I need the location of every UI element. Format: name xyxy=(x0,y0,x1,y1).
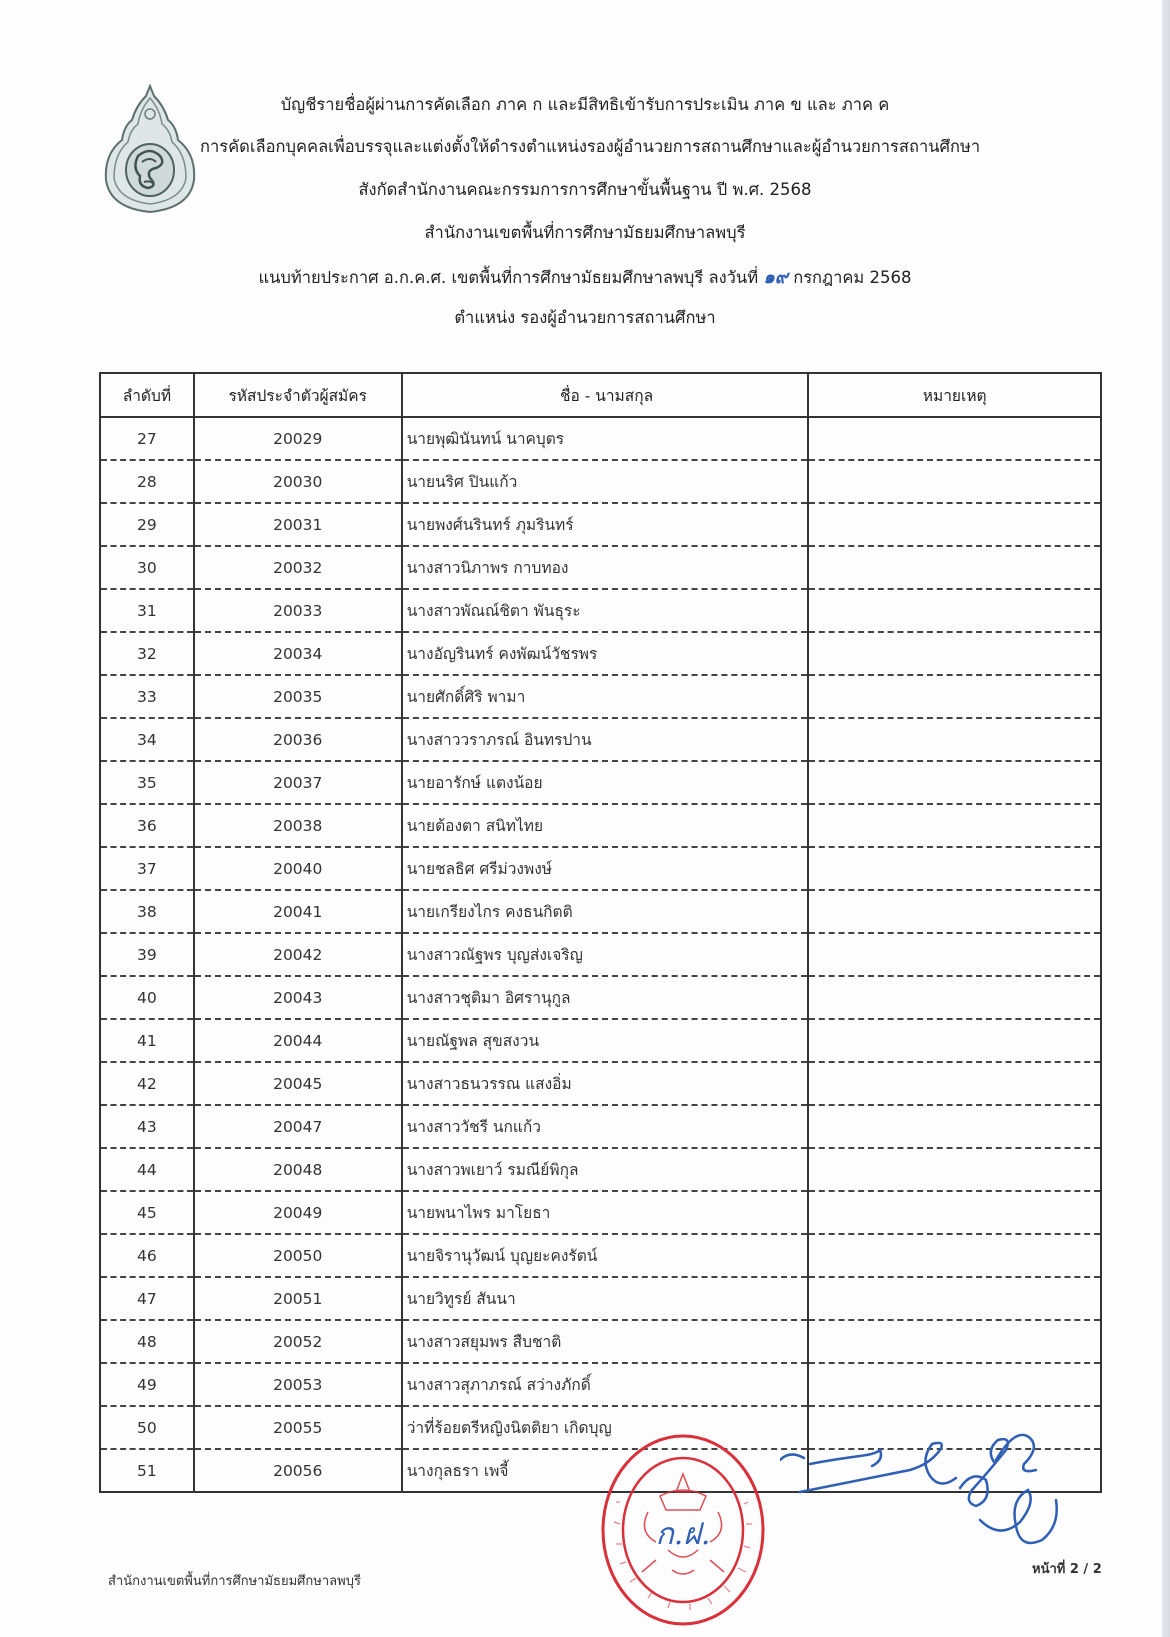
cell-name: นางสาวนิภาพร กาบทอง xyxy=(402,546,809,589)
cell-remark xyxy=(808,1320,1101,1363)
cell-remark xyxy=(808,933,1101,976)
cell-name: นายพุฒินันทน์ นาคบุตร xyxy=(402,417,809,460)
announcement-prefix: แนบท้ายประกาศ อ.ก.ค.ศ. เขตพื้นที่การศึกษามัธยมศึกษาลพบุรี ลงวันที่ xyxy=(258,268,759,287)
cell-applicant-id: 20053 xyxy=(194,1363,402,1406)
cell-name: นายอารักษ์ แตงน้อย xyxy=(402,761,809,804)
cell-applicant-id: 20030 xyxy=(194,460,402,503)
table-row xyxy=(100,1363,1101,1406)
cell-remark xyxy=(808,632,1101,675)
cell-name: นายพนาไพร มาโยธา xyxy=(402,1191,809,1234)
col-header-order: ลำดับที่ xyxy=(100,373,194,417)
cell-applicant-id: 20042 xyxy=(194,933,402,976)
table-row xyxy=(100,1062,1101,1105)
cell-applicant-id: 20031 xyxy=(194,503,402,546)
page-number: หน้าที่ 2 / 2 xyxy=(1032,1562,1102,1577)
cell-applicant-id: 20056 xyxy=(194,1449,402,1492)
col-header-remark: หมายเหตุ xyxy=(808,373,1101,417)
cell-order: 28 xyxy=(100,460,194,503)
table-row xyxy=(100,1019,1101,1062)
cell-remark xyxy=(808,589,1101,632)
candidate-table xyxy=(99,372,1102,1493)
cell-remark xyxy=(808,1019,1101,1062)
cell-name: นายศักดิ์ศิริ พามา xyxy=(402,675,809,718)
cell-order: 43 xyxy=(100,1105,194,1148)
announcement-suffix: กรกฎาคม 2568 xyxy=(793,268,912,287)
cell-applicant-id: 20037 xyxy=(194,761,402,804)
cell-order: 44 xyxy=(100,1148,194,1191)
cell-order: 27 xyxy=(100,417,194,460)
cell-applicant-id: 20052 xyxy=(194,1320,402,1363)
table-row xyxy=(100,1320,1101,1363)
table-row xyxy=(100,933,1101,976)
cell-applicant-id: 20040 xyxy=(194,847,402,890)
cell-applicant-id: 20029 xyxy=(194,417,402,460)
table-row xyxy=(100,1148,1101,1191)
cell-order: 29 xyxy=(100,503,194,546)
cell-name: นางกุลธรา เพจี้ xyxy=(402,1449,809,1492)
cell-applicant-id: 20032 xyxy=(194,546,402,589)
cell-remark xyxy=(808,1363,1101,1406)
cell-order: 41 xyxy=(100,1019,194,1062)
cell-order: 48 xyxy=(100,1320,194,1363)
cell-order: 38 xyxy=(100,890,194,933)
cell-applicant-id: 20049 xyxy=(194,1191,402,1234)
table-row xyxy=(100,589,1101,632)
cell-applicant-id: 20035 xyxy=(194,675,402,718)
official-seal-stamp xyxy=(598,1432,768,1628)
cell-name: นายชลธิศ ศรีม่วงพงษ์ xyxy=(402,847,809,890)
cell-applicant-id: 20051 xyxy=(194,1277,402,1320)
table-row xyxy=(100,675,1101,718)
cell-remark xyxy=(808,761,1101,804)
cell-remark xyxy=(808,675,1101,718)
cell-applicant-id: 20033 xyxy=(194,589,402,632)
cell-remark xyxy=(808,460,1101,503)
cell-applicant-id: 20045 xyxy=(194,1062,402,1105)
cell-applicant-id: 20041 xyxy=(194,890,402,933)
table-row xyxy=(100,1234,1101,1277)
cell-order: 33 xyxy=(100,675,194,718)
signature xyxy=(780,1430,1080,1570)
cell-remark xyxy=(808,503,1101,546)
announcement-line xyxy=(0,262,1170,291)
cell-remark xyxy=(808,976,1101,1019)
cell-remark xyxy=(808,890,1101,933)
cell-remark xyxy=(808,417,1101,460)
table-row xyxy=(100,976,1101,1019)
cell-applicant-id: 20043 xyxy=(194,976,402,1019)
cell-name: นายวิทูรย์ สันนา xyxy=(402,1277,809,1320)
cell-order: 47 xyxy=(100,1277,194,1320)
cell-order: 37 xyxy=(100,847,194,890)
cell-order: 39 xyxy=(100,933,194,976)
cell-name: ว่าที่ร้อยตรีหญิงนิตติยา เกิดบุญ xyxy=(402,1406,809,1449)
cell-remark xyxy=(808,1062,1101,1105)
cell-name: นายนริศ ปินแก้ว xyxy=(402,460,809,503)
cell-name: นายต้องตา สนิทไทย xyxy=(402,804,809,847)
cell-order: 40 xyxy=(100,976,194,1019)
table-row xyxy=(100,1191,1101,1234)
cell-name: นางสาวสยุมพร สืบชาติ xyxy=(402,1320,809,1363)
cell-applicant-id: 20047 xyxy=(194,1105,402,1148)
cell-applicant-id: 20050 xyxy=(194,1234,402,1277)
col-header-name: ชื่อ - นามสกุล xyxy=(402,373,809,417)
cell-order: 46 xyxy=(100,1234,194,1277)
cell-remark xyxy=(808,804,1101,847)
cell-order: 42 xyxy=(100,1062,194,1105)
table-row xyxy=(100,632,1101,675)
cell-order: 45 xyxy=(100,1191,194,1234)
cell-remark xyxy=(808,718,1101,761)
title-line-1: บัญชีรายชื่อผู้ผ่านการคัดเลือก ภาค ก และมีสิทธิเข้ารับการประเมิน ภาค ข และ ภาค ค xyxy=(280,95,890,114)
cell-name: นางสาวธนวรรณ แสงอิ่ม xyxy=(402,1062,809,1105)
table-row xyxy=(100,503,1101,546)
cell-name: นายจิรานุวัฒน์ บุญยะคงรัตน์ xyxy=(402,1234,809,1277)
cell-order: 35 xyxy=(100,761,194,804)
table-row xyxy=(100,890,1101,933)
table-row xyxy=(100,546,1101,589)
table-row xyxy=(100,718,1101,761)
cell-name: นางอัญรินทร์ คงพัฒน์วัชรพร xyxy=(402,632,809,675)
cell-order: 49 xyxy=(100,1363,194,1406)
table-row xyxy=(100,460,1101,503)
cell-remark xyxy=(808,1191,1101,1234)
cell-applicant-id: 20038 xyxy=(194,804,402,847)
table-row xyxy=(100,761,1101,804)
cell-remark xyxy=(808,1277,1101,1320)
title-line-4: สำนักงานเขตพื้นที่การศึกษามัธยมศึกษาลพบุรี xyxy=(424,223,746,242)
cell-order: 32 xyxy=(100,632,194,675)
cell-remark xyxy=(808,1105,1101,1148)
cell-applicant-id: 20048 xyxy=(194,1148,402,1191)
cell-name: นางสาวสุภาภรณ์ สว่างภักดิ์ xyxy=(402,1363,809,1406)
table-row xyxy=(100,417,1101,460)
table-row xyxy=(100,1277,1101,1320)
cell-order: 50 xyxy=(100,1406,194,1449)
cell-name: นางสาววัชรี นกแก้ว xyxy=(402,1105,809,1148)
cell-applicant-id: 20055 xyxy=(194,1406,402,1449)
cell-name: นายเกรียงไกร คงธนกิตติ xyxy=(402,890,809,933)
title-line-3: สังกัดสำนักงานคณะกรรมการการศึกษาขั้นพื้นฐาน ปี พ.ศ. 2568 xyxy=(358,180,812,199)
cell-remark xyxy=(808,546,1101,589)
cell-order: 51 xyxy=(100,1449,194,1492)
cell-name: นายพงศ์นรินทร์ ภุมรินทร์ xyxy=(402,503,809,546)
cell-name: นายณัฐพล สุขสงวน xyxy=(402,1019,809,1062)
position-line: ตำแหน่ง รองผู้อำนวยการสถานศึกษา xyxy=(454,308,716,327)
cell-name: นางสาวชุติมา อิศรานุกูล xyxy=(402,976,809,1019)
cell-applicant-id: 20036 xyxy=(194,718,402,761)
cell-name: นางสาวพัณณ์ชิตา พันธุระ xyxy=(402,589,809,632)
footer-office: สำนักงานเขตพื้นที่การศึกษามัธยมศึกษาลพบุรี xyxy=(108,1574,361,1589)
cell-remark xyxy=(808,1148,1101,1191)
cell-order: 31 xyxy=(100,589,194,632)
cell-remark xyxy=(808,1234,1101,1277)
cell-order: 36 xyxy=(100,804,194,847)
col-header-applicant-id: รหัสประจำตัวผู้สมัคร xyxy=(194,373,402,417)
table-row xyxy=(100,847,1101,890)
table-row xyxy=(100,1105,1101,1148)
title-line-2: การคัดเลือกบุคคลเพื่อบรรจุและแต่งตั้งให้ดำรงตำแหน่งรองผู้อำนวยการสถานศึกษาและผู้อำนวยการสถานศึกษา xyxy=(200,137,981,156)
cell-name: นางสาวพเยาว์ รมณีย์พิกุล xyxy=(402,1148,809,1191)
cell-order: 30 xyxy=(100,546,194,589)
cell-remark xyxy=(808,847,1101,890)
table-header-row xyxy=(100,373,1101,417)
handwritten-day: ๑๙ xyxy=(763,267,788,288)
seal-handwritten-mark: ก.ฝ. xyxy=(655,1517,711,1552)
cell-name: นางสาวณัฐพร บุญส่งเจริญ xyxy=(402,933,809,976)
cell-order: 34 xyxy=(100,718,194,761)
cell-name: นางสาววราภรณ์ อินทรปาน xyxy=(402,718,809,761)
cell-applicant-id: 20044 xyxy=(194,1019,402,1062)
table-row xyxy=(100,804,1101,847)
cell-applicant-id: 20034 xyxy=(194,632,402,675)
